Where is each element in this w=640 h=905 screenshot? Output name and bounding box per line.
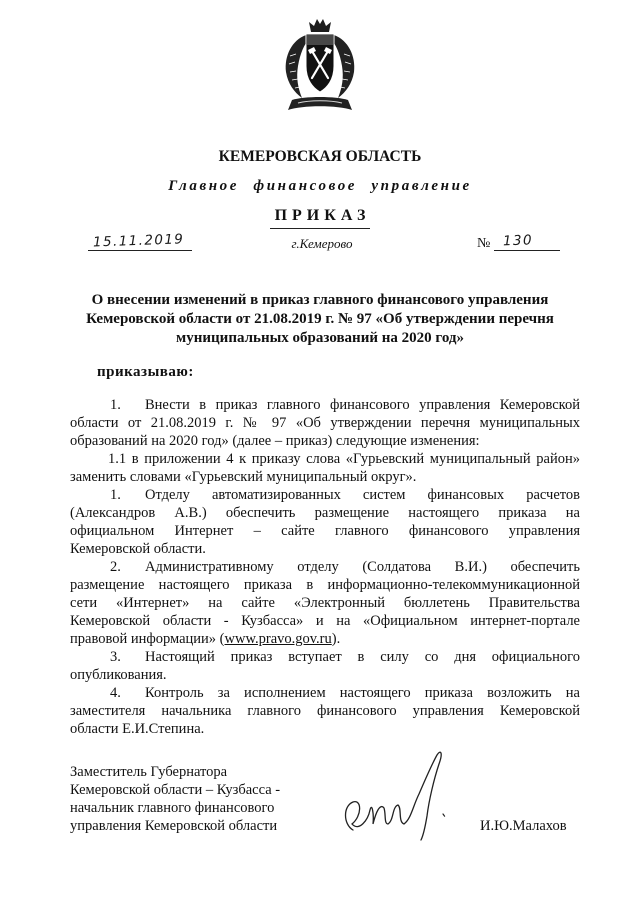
body-line-text: опубликования. (70, 667, 167, 683)
body-line (70, 594, 580, 612)
item-number: 1. (110, 397, 121, 413)
doc-type-wrap (0, 205, 640, 229)
handwritten-date: 15.11.2019 (92, 231, 185, 251)
handwritten-number: 130 (502, 232, 534, 250)
body-line (70, 414, 580, 432)
signatory-name: И.Ю.Малахов (480, 818, 567, 834)
body-line-text: сети «Интернет» на сайте «Электронный бюллетень Правительства (70, 595, 580, 611)
body-line (70, 558, 580, 576)
body-line (70, 504, 580, 522)
body-line (70, 648, 580, 666)
body-line-text: официальном Интернет – сайте главного финансового управления (70, 523, 580, 539)
body-line (70, 432, 580, 450)
emblem-ribbon (288, 97, 352, 110)
body-line (70, 684, 580, 702)
doc-type: ПРИКАЗ (270, 205, 371, 229)
emblem-shield-chief (307, 35, 333, 45)
order-word: приказываю: (97, 364, 194, 380)
body-line (70, 396, 580, 414)
body-line-text: (Александров А.В.) обеспечить размещение настоящего приказа на (70, 505, 580, 521)
title-line: О внесении изменений в приказ главного финансового управления (91, 292, 549, 308)
body-line (70, 576, 580, 594)
order-body (70, 396, 580, 738)
signature-stroke (346, 752, 442, 840)
emblem-crown (309, 19, 331, 32)
body-line-text: Кемеровской области. (70, 541, 206, 557)
title-line: Кемеровской области от 21.08.2019 г. № 97 «Об утверждении перечня (86, 311, 554, 327)
department-name: Главное финансовое управление (168, 178, 472, 194)
body-line-text: размещение настоящего приказа в информационно-телекоммуникационной (70, 577, 580, 593)
body-line-text: области от 21.08.2019 г. № 97 «Об утверждении перечня муниципальных (70, 415, 580, 431)
body-line-text: правовой информации» ( (70, 631, 225, 647)
position-line: начальник главного финансового (70, 800, 275, 816)
order-title (0, 291, 640, 348)
body-line (70, 702, 580, 720)
body-line-text: ). (331, 631, 341, 647)
body-line (70, 450, 580, 468)
body-line (70, 630, 580, 648)
body-line-text: Кемеровской области - Кузбасса» и на «Официальном интернет-портале (70, 613, 580, 629)
body-line-text: области Е.И.Степина. (70, 721, 205, 737)
item-number: 2. (110, 559, 121, 575)
item-number: 1. (110, 487, 121, 503)
body-line (70, 540, 580, 558)
city-name: г.Кемерово (291, 236, 353, 251)
body-line-text: 1.1 в приложении 4 к приказу слова «Гурьевский муниципальный район» (108, 451, 580, 467)
body-line (70, 720, 580, 738)
signatory-position (70, 763, 280, 835)
body-line-text: Отделу автоматизированных систем финансовых расчетов (145, 487, 580, 503)
body-line (70, 666, 580, 684)
body-line-text: Настоящий приказ вступает в силу со дня официального (145, 649, 580, 665)
body-line-text: образований на 2020 год» (далее – приказ) следующие изменения: (70, 433, 480, 449)
item-number: 3. (110, 649, 121, 665)
title-line: муниципальных образований на 2020 год» (176, 330, 464, 346)
body-line (70, 612, 580, 630)
coat-of-arms-icon (280, 16, 360, 116)
body-line (70, 468, 580, 486)
number-field (494, 232, 560, 251)
body-line-text: заместителя начальника главного финансового управления Кемеровской (70, 703, 580, 719)
item-number: 4. (110, 685, 121, 701)
pravo-gov-link: www.pravo.gov.ru (224, 631, 332, 647)
body-line-text: Внести в приказ главного финансового управления Кемеровской (145, 397, 580, 413)
body-line (70, 522, 580, 540)
body-line-text: заменить словами «Гурьевский муниципальный округ». (70, 469, 417, 485)
region-name: КЕМЕРОВСКАЯ ОБЛАСТЬ (218, 148, 422, 165)
position-line: Заместитель Губернатора (70, 764, 228, 780)
position-line: управления Кемеровской области (70, 818, 278, 834)
body-line-text: Административному отделу (Солдатова В.И.) обеспечить (145, 559, 580, 575)
number-sign: № (477, 236, 491, 251)
handwritten-signature (335, 748, 450, 843)
position-line: Кемеровской области – Кузбасса - (70, 782, 281, 798)
body-line-text: Контроль за исполнением настоящего приказа возложить на (145, 685, 580, 701)
signature-dot (443, 814, 445, 816)
body-line (70, 486, 580, 504)
